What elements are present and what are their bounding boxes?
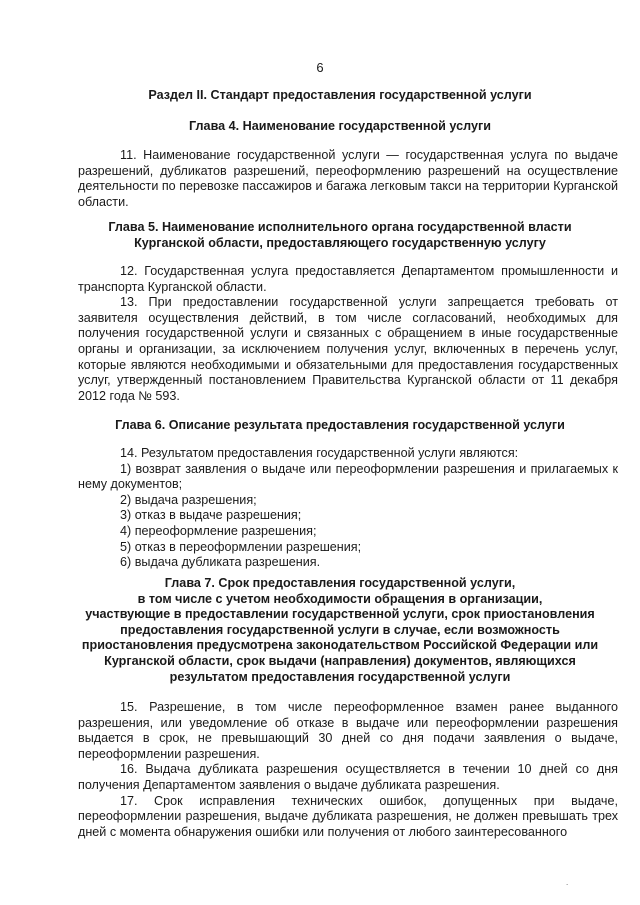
- scan-mark: .: [566, 878, 569, 887]
- chapter-6-body: [78, 446, 618, 571]
- chapter-7-title: [60, 576, 620, 685]
- result-item: 2) выдача разрешения;: [120, 492, 257, 507]
- page-number: 6: [316, 60, 324, 75]
- chapter-4-title: Глава 4. Наименование государственной услуги: [189, 119, 491, 133]
- paragraph-17: 17. Срок исправления технических ошибок, допущенных при выдаче, переоформлении разрешения, выдаче дубликата разрешения, не должен превышать трех дней с момента обнаружения ошибки или получения от любого заинтересованного: [78, 793, 618, 839]
- paragraph-12: 12. Государственная услуга предоставляется Департаментом промышленности и транспорта Курганской области.: [78, 264, 618, 294]
- section-title: Раздел II. Стандарт предоставления государственной услуги: [148, 88, 532, 102]
- chapter-5-title-line1: Глава 5. Наименование исполнительного органа государственной власти: [108, 220, 572, 234]
- paragraph-14: 14. Результатом предоставления государственной услуги являются:: [120, 446, 519, 460]
- chapter-5-title-line2: Курганской области, предоставляющего государственную услугу: [134, 235, 546, 250]
- chapter-4-body: [78, 148, 618, 210]
- paragraph-13: 13. При предоставлении государственной услуги запрещается требовать от заявителя осуществления действий, в том числе согласований, необходимых для получения государственной услуги и связанных с обращением в иные государственные органы и организации, за исключением получения услуг, включенных в перечень услуг, которые являются необходимыми и обязательными для предоставления государственных услуг, утвержденный постановлением Правительства Курганской области от 11 декабря 2012 года № 593.: [78, 295, 618, 403]
- chapter-7-title-line: приостановления предусмотрена законодательством Российской Федерации или: [81, 638, 599, 653]
- chapter-7-title-line: участвующие в предоставлении государственной услуги, срок приостановления: [85, 607, 595, 622]
- result-item: 1) возврат заявления о выдаче или переоформлении разрешения и прилагаемых к нему документов;: [78, 461, 618, 492]
- chapter-7-body: [78, 700, 618, 840]
- paragraph-16: 16. Выдача дубликата разрешения осуществляется в течении 10 дней со дня получения Департаментом заявления о выдаче дубликата разрешения.: [78, 762, 618, 792]
- chapter-7-title-line: предоставления государственной услуги в случае, если возможность: [120, 622, 560, 637]
- chapter-7-title-line: Глава 7. Срок предоставления государственной услуги,: [164, 576, 516, 590]
- result-item: 4) переоформление разрешения;: [120, 523, 317, 538]
- chapter-5-title: [60, 220, 620, 251]
- chapter-7-title-line: Курганской области, срок выдачи (направления) документов, являющихся: [104, 653, 576, 668]
- paragraph-15: 15. Разрешение, в том числе переоформленное взамен ранее выданного разрешения, или уведомление об отказе в выдаче или переоформлении разрешения выдается в срок, не превышающий 30 дней со дня подачи заявления о выдаче, переоформлении разрешения.: [78, 700, 618, 761]
- paragraph-11: 11. Наименование государственной услуги — государственная услуга по выдаче разрешений, дубликатов разрешений, переоформлению разрешений на осуществление деятельности по перевозке пассажиров и багажа легковым такси на территории Курганской области.: [78, 148, 618, 209]
- chapter-5-body: [78, 264, 618, 404]
- chapter-7-title-line: результатом предоставления государственной услуги: [169, 669, 511, 684]
- result-item: 5) отказ в переоформлении разрешения;: [120, 539, 362, 554]
- result-item: 3) отказ в выдаче разрешения;: [120, 508, 302, 523]
- chapter-6-title: Глава 6. Описание результата предоставления государственной услуги: [115, 418, 565, 432]
- chapter-7-title-line: в том числе с учетом необходимости обращения в организации,: [137, 591, 543, 606]
- result-item: 6) выдача дубликата разрешения.: [120, 555, 321, 570]
